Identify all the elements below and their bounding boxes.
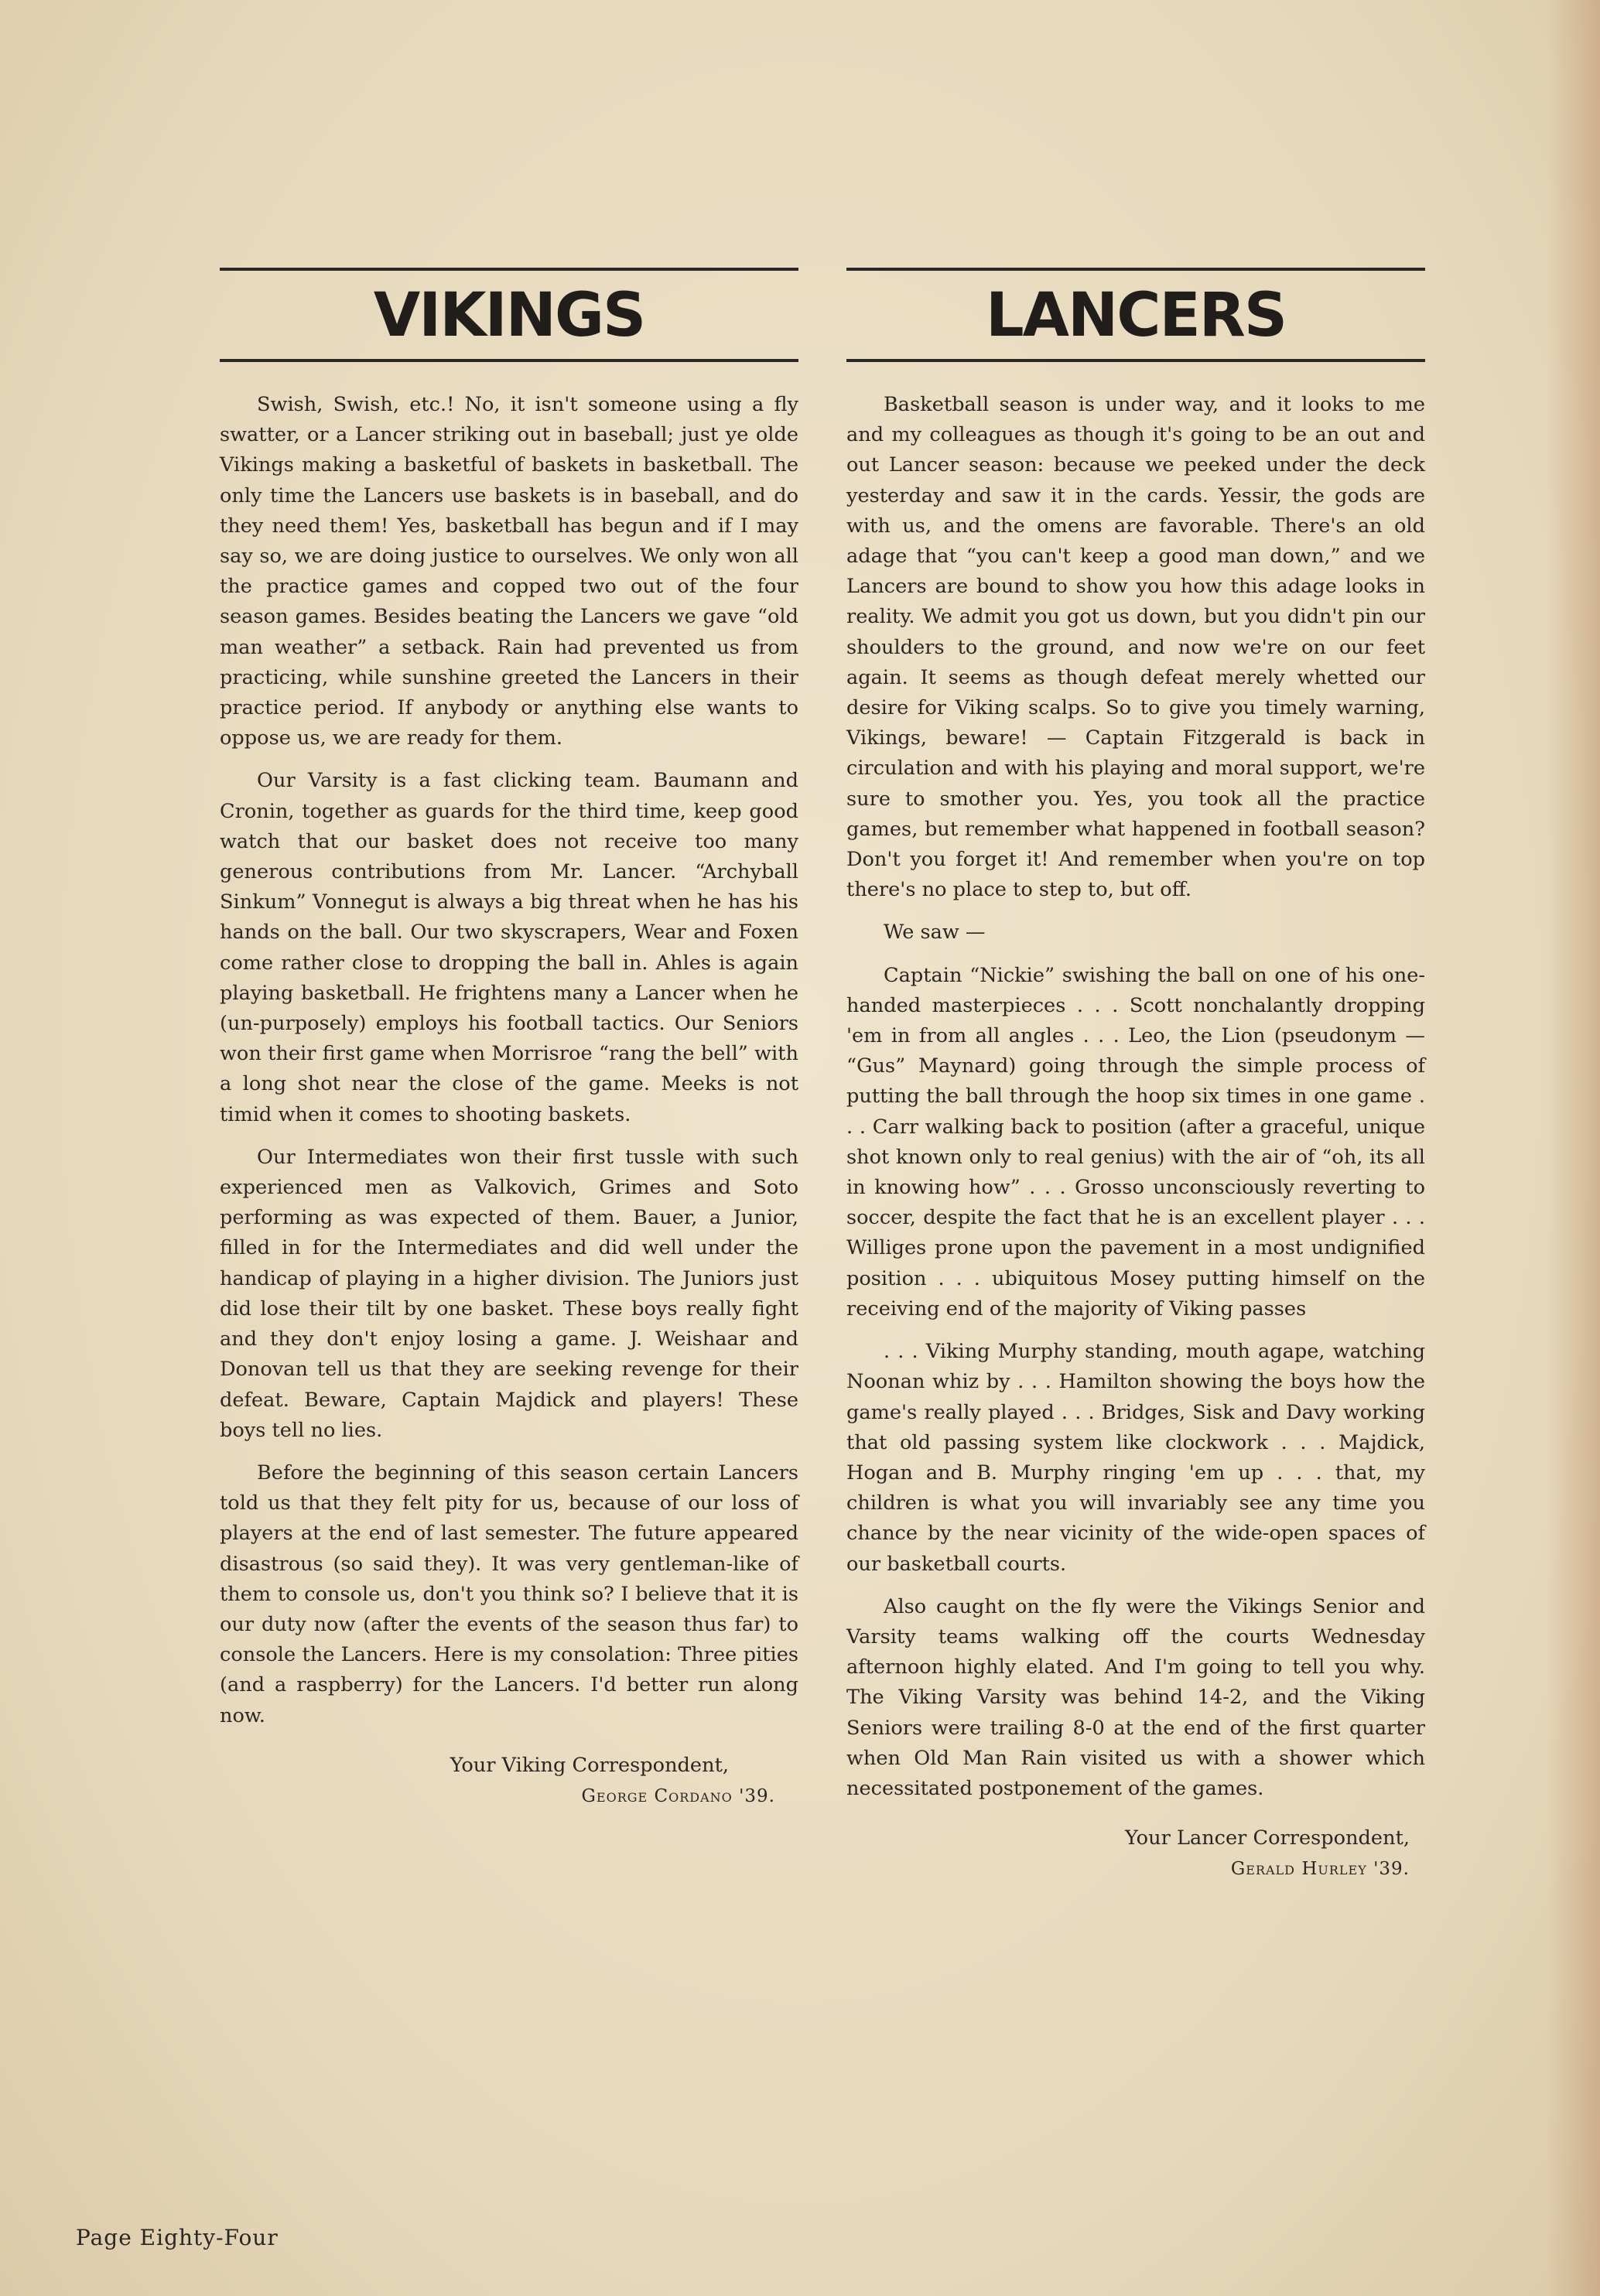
- vikings-paragraph: Our Varsity is a fast clicking team. Baumann and Cronin, together as guards for the third time, keep good watch that our basket does not receive too many generous contributions from Mr. Lancer. “Archyball Sinkum” Vonnegut is always a big threat when he has his hands on the ball. Our two skyscrapers, Wear and Foxen come rather close to dropping the ball in. Ahles is again playing basketball. He frightens many a Lancer when he (un-purposely) employs his football tactics. Our Seniors won their first game when Morrisroe “rang the bell” with a long shot near the close of the game. Meeks is not timid when it comes to shooting baskets.: [220, 769, 798, 1126]
- page-edge-shadow: [1546, 0, 1600, 2296]
- lancers-column: [846, 268, 1425, 1884]
- vikings-column: [220, 268, 798, 1812]
- lancers-correspondent-name: Gerald Hurley '39.: [1230, 1859, 1410, 1880]
- lancers-title: LANCERS: [985, 281, 1287, 350]
- vikings-title: VIKINGS: [373, 281, 645, 350]
- title-rule-top: [846, 268, 1425, 271]
- lancers-correspondent-label: Your Lancer Correspondent,: [1125, 1826, 1410, 1850]
- vikings-article: [220, 390, 798, 1731]
- vikings-paragraph: Before the beginning of this season certain Lancers told us that they felt pity for us, because of our loss of players at the end of last semester. The future appeared disastrous (so said they). It was very gentleman-like of them to console us, don't you think so? I believe that it is our duty now (after the events of the season thus far) to console the Lancers. Here is my consolation: Three pities (and a raspberry) for the Lancers. I'd better run along now.: [220, 1461, 798, 1727]
- title-rule-top: [220, 268, 798, 271]
- title-rule-bottom: [220, 359, 798, 362]
- lancers-paragraph: . . . Viking Murphy standing, mouth agape, watching Noonan whiz by . . . Hamilton showing the boys how the game's really played . . . Bridges, Sisk and Davy working that old passing system like clockwork . . . Majdick, Hogan and B. Murphy ringing 'em up . . . that, my children is what you will invariably see any time you chance by the near vicinity of the wide-open spaces of our basketball courts.: [846, 1340, 1425, 1576]
- vikings-correspondent-name: George Cordano '39.: [581, 1785, 775, 1806]
- title-rule-bottom: [846, 359, 1425, 362]
- vikings-paragraph: Our Intermediates won their first tussle with such experienced men as Valkovich, Grimes and Soto performing as was expected of them. Bauer, a Junior, filled in for the Intermediates and did well under the handicap of playing in a higher division. The Juniors just did lose their tilt by one basket. These boys really fight and they don't enjoy losing a game. J. Weishaar and Donovan tell us that they are seeking revenge for their defeat. Beware, Captain Majdick and players! These boys tell no lies.: [220, 1145, 798, 1442]
- lancers-paragraph: Also caught on the fly were the Vikings Senior and Varsity teams walking off the courts Wednesday afternoon highly elated. And I'm going to tell you why. The Viking Varsity was behind 14-2, and the Viking Seniors were trailing 8-0 at the end of the first quarter when Old Man Rain visited us with a shower which necessitated postponement of the games.: [846, 1594, 1425, 1800]
- vikings-correspondent-label: Your Viking Correspondent,: [450, 1753, 729, 1777]
- lancers-article: [846, 390, 1425, 1804]
- vikings-signoff: [220, 1750, 798, 1812]
- lancers-paragraph: Basketball season is under way, and it looks to me and my colleagues as though it's going to be an out and out Lancer season: because we peeked under the deck yesterday and saw it in the cards. Yessir, the gods are with us, and the omens are favorable. There's an old adage that “you can't keep a good man down,” and we Lancers are bound to show you how this adage looks in reality. We admit you got us down, but you didn't pin our shoulders to the ground, and now we're on our feet again. It seems as though defeat merely whetted our desire for Viking scalps. So to give you timely warning, Vikings, beware! — Captain Fitzgerald is back in circulation and with his playing and moral support, we're sure to smother you. Yes, you took all the practice games, but remember what happened in football season? Don't you forget it! And remember when you're on top there's no place to step to, but off.: [846, 393, 1425, 902]
- vikings-paragraph: Swish, Swish, etc.! No, it isn't someone using a fly swatter, or a Lancer striking out in baseball; just ye olde Vikings making a basketful of baskets in basketball. The only time the Lancers use baskets is in baseball, and do they need them! Yes, basketball has begun and if I may say so, we are doing justice to ourselves. We only won all the practice games and copped two out of the four season games. Besides beating the Lancers we gave “old man weather” a setback. Rain had prevented us from practicing, while sunshine greeted the Lancers in their practice period. If anybody or anything else wants to oppose us, we are ready for them.: [220, 393, 798, 750]
- lancers-paragraph: We saw —: [884, 921, 986, 945]
- lancers-paragraph: Captain “Nickie” swishing the ball on one of his one-handed masterpieces . . . Scott nonchalantly dropping 'em in from all angles . . . Leo, the Lion (pseudonym — “Gus” Maynard) going through the simple process of putting the ball through the hoop six times in one game . . . Carr walking back to position (after a graceful, unique shot known only to real genius) with the air of “oh, its all in knowing how” . . . Grosso unconsciously reverting to soccer, despite the fact that he is an excellent player . . . Williges prone upon the pavement in a most undignified position . . . ubiquitous Mosey putting himself on the receiving end of the majority of Viking passes: [846, 963, 1425, 1321]
- lancers-signoff: [846, 1823, 1425, 1884]
- page-number: Page Eighty-Four: [76, 2225, 279, 2250]
